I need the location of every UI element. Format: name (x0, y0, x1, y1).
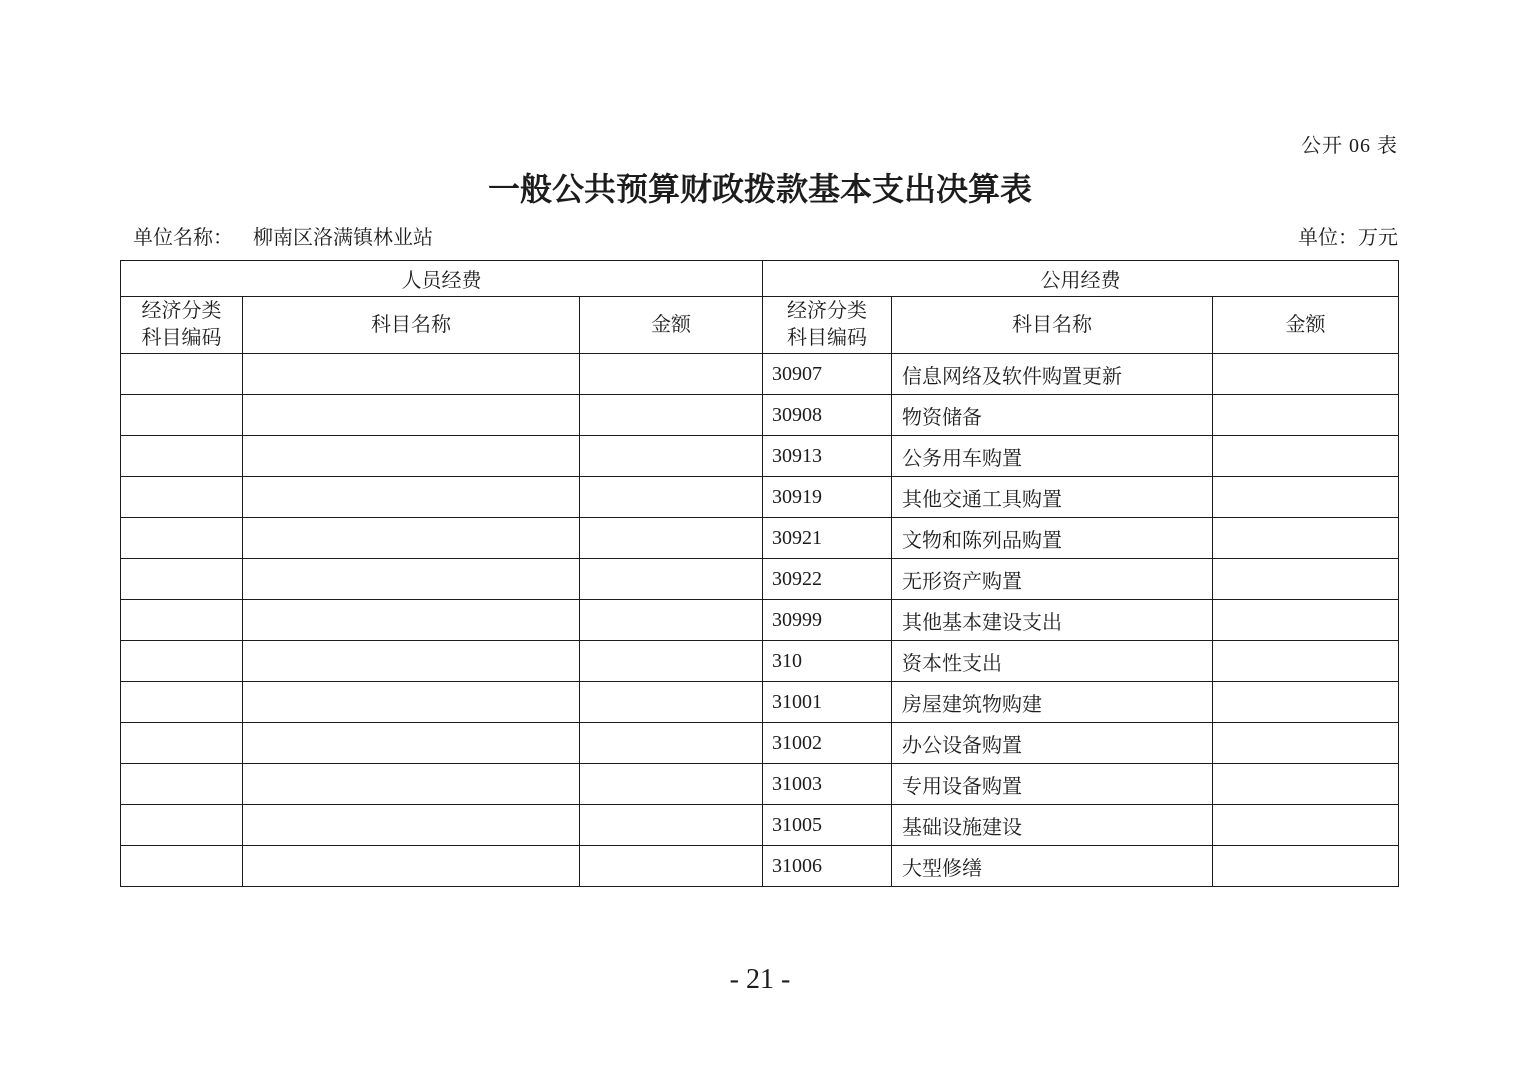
public-code-cell: 31001 (763, 682, 892, 723)
public-code-cell: 30921 (763, 518, 892, 559)
public-code-cell: 30913 (763, 436, 892, 477)
personnel-code-header-line2: 科目编码 (141, 327, 222, 349)
public-amount-cell (1213, 600, 1399, 641)
public-name-cell: 基础设施建设 (892, 805, 1213, 846)
public-amount-cell (1213, 723, 1399, 764)
budget-table (120, 260, 1399, 887)
public-amount-cell (1213, 764, 1399, 805)
public-code-cell: 31006 (763, 846, 892, 887)
public-code-cell: 30908 (763, 395, 892, 436)
personnel-name-cell (243, 764, 580, 805)
table-row (121, 805, 1399, 846)
public-amount-cell (1213, 436, 1399, 477)
public-name-cell: 办公设备购置 (892, 723, 1213, 764)
personnel-amount-cell (580, 395, 763, 436)
personnel-amount-header: 金额 (580, 297, 763, 354)
table-row (121, 682, 1399, 723)
public-amount-cell (1213, 805, 1399, 846)
public-code-cell: 30919 (763, 477, 892, 518)
public-name-cell: 其他交通工具购置 (892, 477, 1213, 518)
personnel-code-cell (121, 518, 243, 559)
table-row (121, 518, 1399, 559)
public-code-cell: 30922 (763, 559, 892, 600)
public-amount-cell (1213, 395, 1399, 436)
public-name-cell: 房屋建筑物购建 (892, 682, 1213, 723)
table-row (121, 600, 1399, 641)
table-row (121, 846, 1399, 887)
public-name-cell: 物资储备 (892, 395, 1213, 436)
personnel-code-cell (121, 559, 243, 600)
public-amount-cell (1213, 641, 1399, 682)
personnel-amount-cell (580, 600, 763, 641)
public-code-header (763, 297, 892, 354)
unit-name-label: 单位名称： (133, 227, 233, 249)
personnel-code-cell (121, 846, 243, 887)
personnel-name-cell (243, 805, 580, 846)
section-title-row (121, 261, 1399, 297)
personnel-amount-cell (580, 436, 763, 477)
public-amount-cell (1213, 559, 1399, 600)
public-amount-header: 金额 (1213, 297, 1399, 354)
public-name-cell: 专用设备购置 (892, 764, 1213, 805)
public-code-cell: 30907 (763, 354, 892, 395)
public-code-header-line1: 经济分类 (787, 300, 867, 322)
personnel-name-cell (243, 600, 580, 641)
personnel-amount-cell (580, 723, 763, 764)
public-code-cell: 31002 (763, 723, 892, 764)
personnel-name-cell (243, 723, 580, 764)
page-title: 一般公共预算财政拨款基本支出决算表 (487, 171, 1032, 207)
personnel-section-title: 人员经费 (121, 261, 763, 297)
public-name-header: 科目名称 (892, 297, 1213, 354)
personnel-amount-cell (580, 682, 763, 723)
personnel-name-cell (243, 846, 580, 887)
personnel-code-cell (121, 723, 243, 764)
public-amount-cell (1213, 682, 1399, 723)
table-row (121, 641, 1399, 682)
public-code-cell: 31003 (763, 764, 892, 805)
page-number: - 21 - (729, 964, 791, 995)
public-name-cell: 信息网络及软件购置更新 (892, 354, 1213, 395)
table-body (121, 354, 1399, 887)
personnel-amount-cell (580, 764, 763, 805)
public-name-cell: 公务用车购置 (892, 436, 1213, 477)
personnel-code-cell (121, 641, 243, 682)
public-code-cell: 310 (763, 641, 892, 682)
personnel-name-cell (243, 518, 580, 559)
personnel-amount-cell (580, 477, 763, 518)
personnel-amount-cell (580, 846, 763, 887)
personnel-code-cell (121, 764, 243, 805)
table-row (121, 477, 1399, 518)
personnel-name-cell (243, 477, 580, 518)
public-name-cell: 资本性支出 (892, 641, 1213, 682)
doc-label: 公开 06 表 (1301, 135, 1398, 157)
public-amount-cell (1213, 846, 1399, 887)
personnel-amount-cell (580, 805, 763, 846)
unit-of-measure-label: 单位：万元 (1298, 227, 1398, 249)
personnel-code-cell (121, 354, 243, 395)
personnel-name-cell (243, 354, 580, 395)
public-amount-cell (1213, 518, 1399, 559)
public-code-cell: 30999 (763, 600, 892, 641)
personnel-name-cell (243, 395, 580, 436)
public-name-cell: 文物和陈列品购置 (892, 518, 1213, 559)
personnel-amount-cell (580, 641, 763, 682)
public-code-cell: 31005 (763, 805, 892, 846)
personnel-name-cell (243, 436, 580, 477)
personnel-name-cell (243, 559, 580, 600)
personnel-name-header: 科目名称 (243, 297, 580, 354)
unit-row (0, 226, 1520, 250)
personnel-code-header-line1: 经济分类 (141, 300, 222, 322)
personnel-amount-cell (580, 354, 763, 395)
personnel-code-cell (121, 477, 243, 518)
personnel-amount-cell (580, 518, 763, 559)
unit-name (133, 226, 433, 250)
personnel-code-cell (121, 600, 243, 641)
unit-name-value: 柳南区洛满镇林业站 (253, 227, 433, 249)
table-row (121, 764, 1399, 805)
table-row (121, 723, 1399, 764)
public-amount-cell (1213, 354, 1399, 395)
table-row (121, 354, 1399, 395)
personnel-code-cell (121, 395, 243, 436)
public-code-header-line2: 科目编码 (787, 327, 867, 349)
table-row (121, 395, 1399, 436)
public-section-title: 公用经费 (763, 261, 1399, 297)
public-amount-cell (1213, 477, 1399, 518)
personnel-code-header (121, 297, 243, 354)
personnel-name-cell (243, 641, 580, 682)
personnel-name-cell (243, 682, 580, 723)
table-row (121, 436, 1399, 477)
personnel-code-cell (121, 682, 243, 723)
public-name-cell: 其他基本建设支出 (892, 600, 1213, 641)
public-name-cell: 大型修缮 (892, 846, 1213, 887)
public-name-cell: 无形资产购置 (892, 559, 1213, 600)
personnel-amount-cell (580, 559, 763, 600)
personnel-code-cell (121, 805, 243, 846)
personnel-code-cell (121, 436, 243, 477)
column-header-row (121, 297, 1399, 354)
table-row (121, 559, 1399, 600)
